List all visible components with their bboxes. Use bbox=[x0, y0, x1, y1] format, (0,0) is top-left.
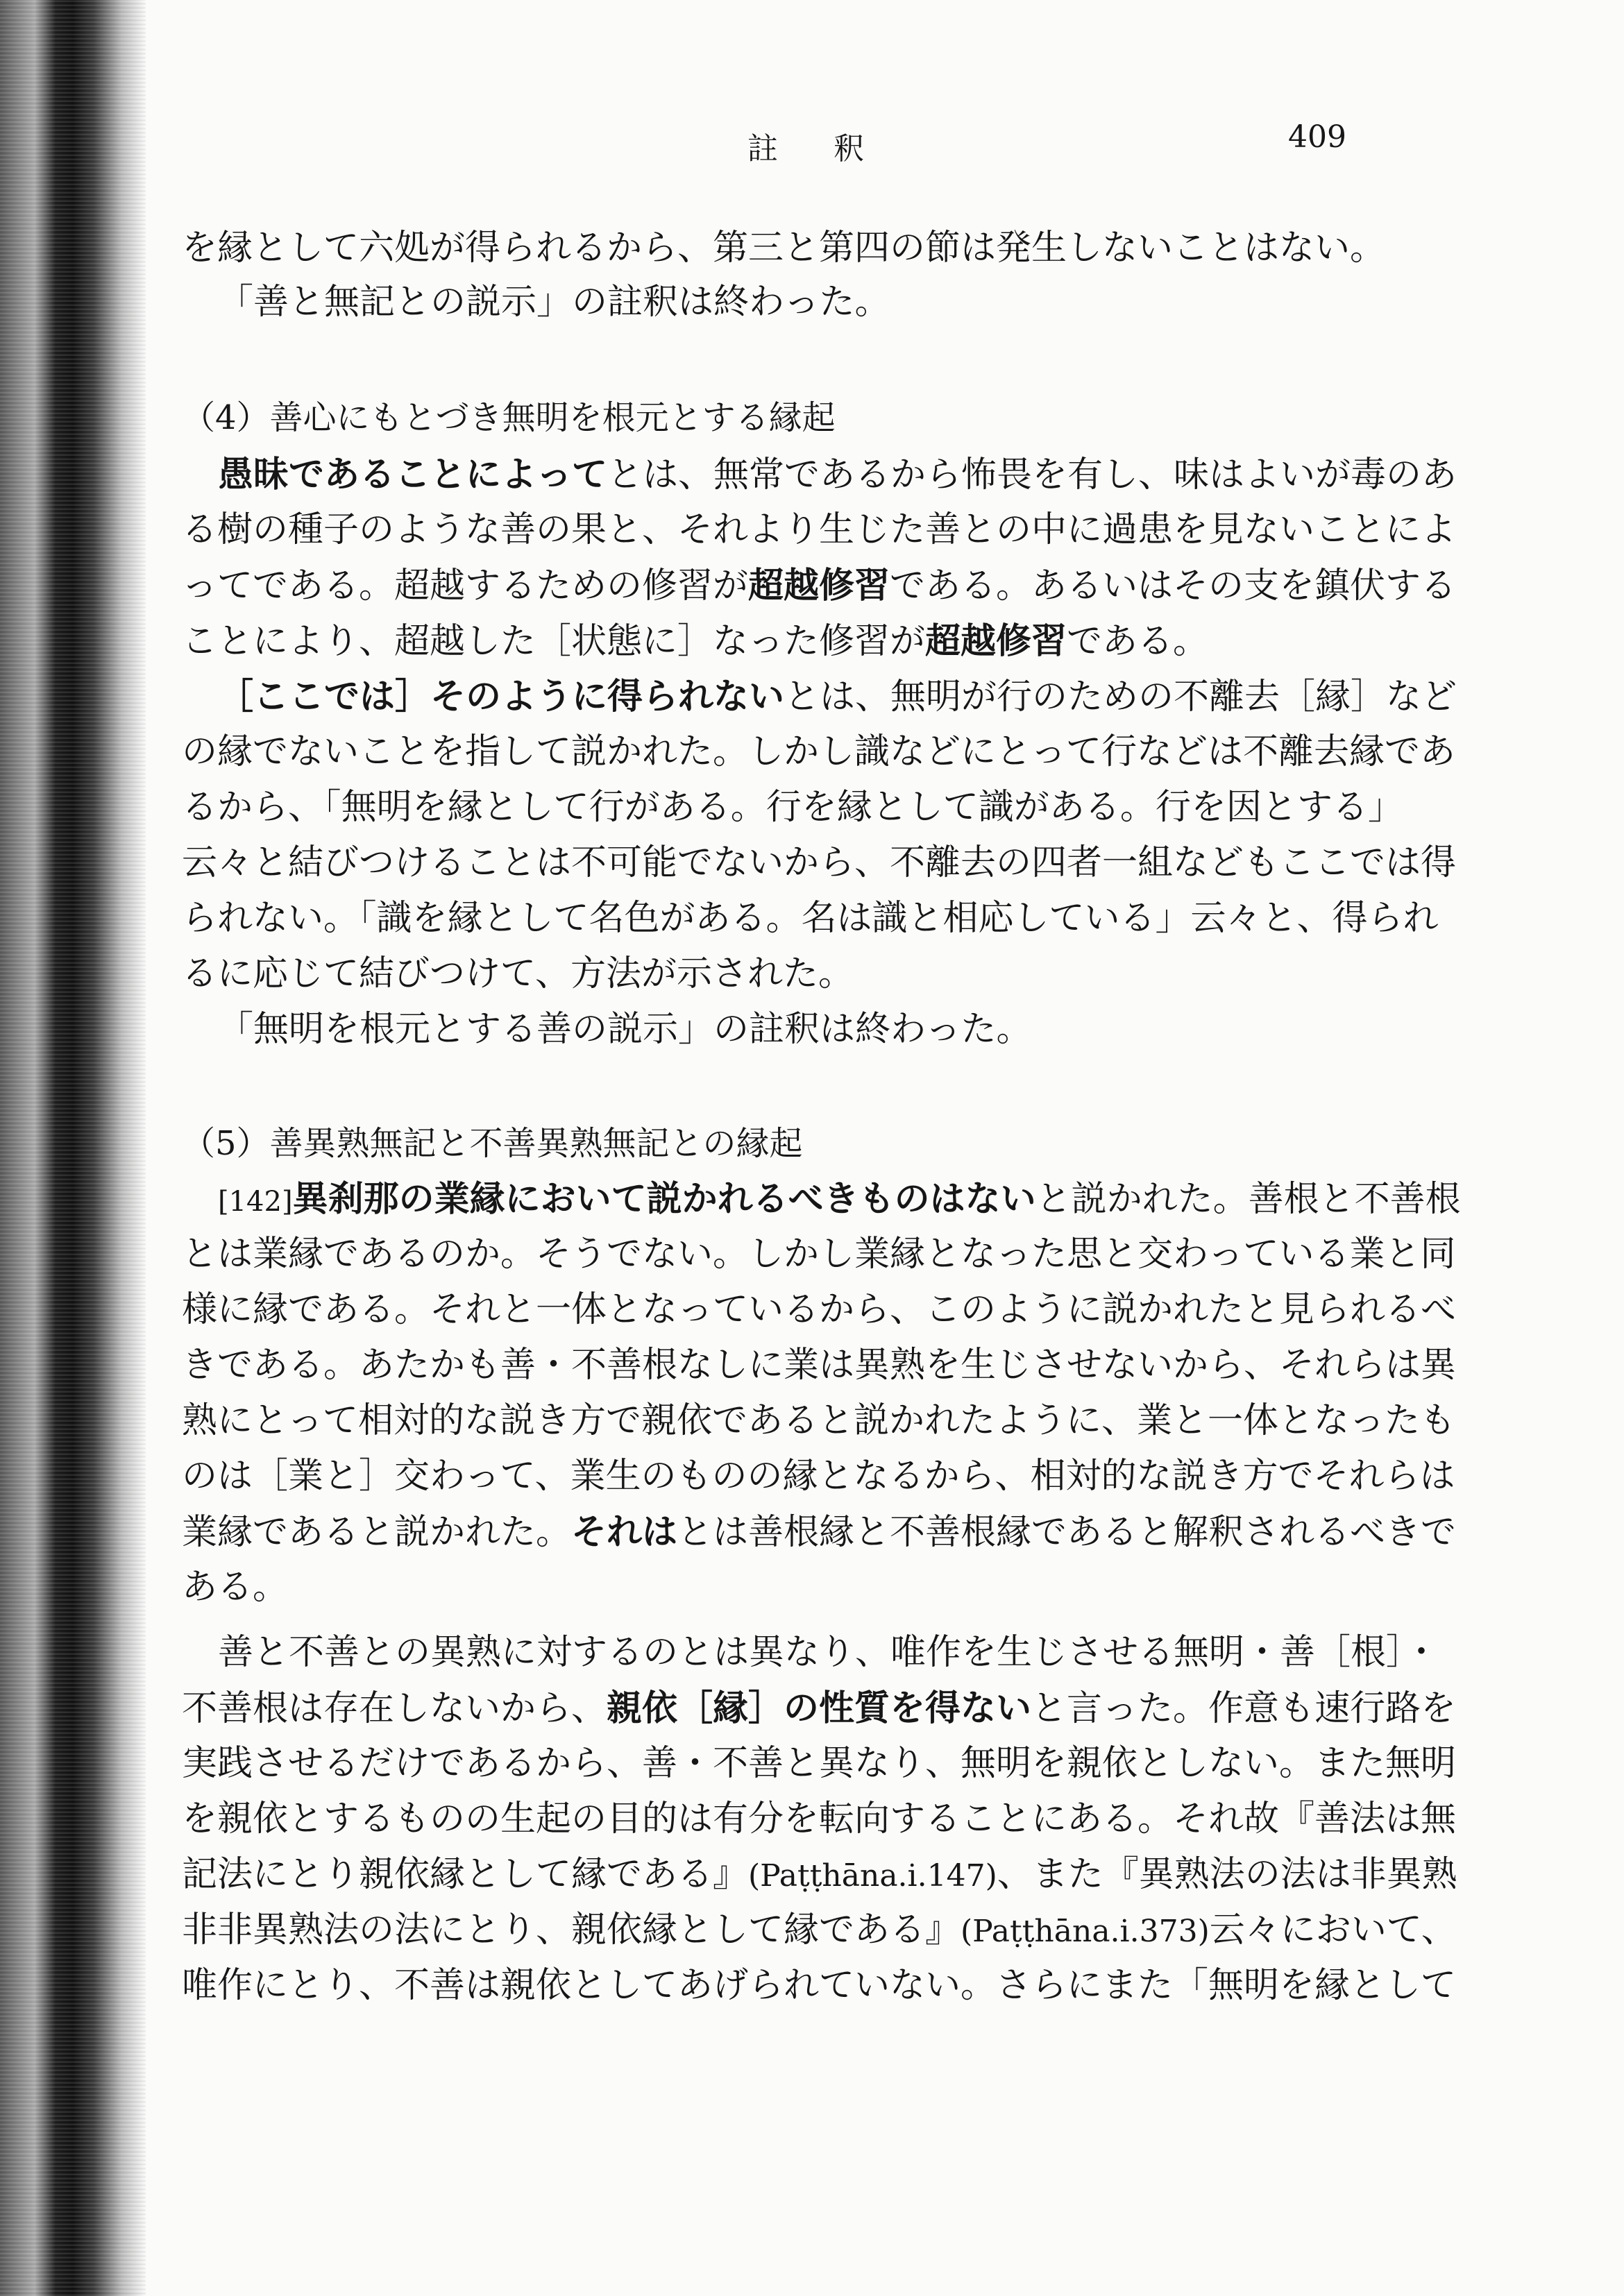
text-line bbox=[182, 1848, 1457, 1901]
page-number: 409 bbox=[1288, 119, 1346, 155]
text: である。 bbox=[1067, 621, 1209, 662]
running-title: 註 釈 bbox=[747, 131, 877, 167]
text-line bbox=[182, 1506, 1457, 1558]
text-line bbox=[182, 1737, 1457, 1790]
text-line bbox=[182, 559, 1457, 612]
text: 不善根は存在しないから、 bbox=[182, 1688, 607, 1729]
text-line bbox=[182, 1793, 1457, 1846]
text-line bbox=[218, 1626, 1439, 1679]
section-heading-5: （5）善異熟無記と不善異熟無記との縁起 bbox=[182, 1124, 803, 1163]
text: 、また『異熟法の法は非異熟 bbox=[997, 1854, 1457, 1895]
text: きである。あたかも善・不善根なしに業は異熟を生じさせないから、それらは異 bbox=[182, 1345, 1457, 1386]
page-reference: [142] bbox=[218, 1186, 293, 1218]
text: 善と不善との異熟に対するのとは異なり、唯作を生じさせる無明・善［根］・ bbox=[218, 1632, 1439, 1673]
text: 云々において、 bbox=[1209, 1910, 1457, 1950]
text: である。あるいはその支を鎮伏する bbox=[890, 566, 1457, 606]
text: ってである。超越するための修習が bbox=[182, 566, 749, 606]
section-heading-4: （4）善心にもとづき無明を根元とする縁起 bbox=[182, 398, 836, 437]
text: るに応じて結びつけて、方法が示された。 bbox=[182, 953, 854, 994]
bold-term: 超越修習 bbox=[748, 565, 890, 606]
text-line bbox=[218, 1173, 1461, 1225]
text: られない。「識を縁として名色がある。名は識と相応している」云々と、得られ bbox=[182, 898, 1439, 939]
text-line bbox=[182, 504, 1457, 556]
text: と言った。作意も速行路を bbox=[1031, 1688, 1457, 1729]
text-line bbox=[218, 670, 1457, 723]
text-line bbox=[182, 1450, 1455, 1503]
text-line bbox=[182, 1284, 1457, 1336]
text-line bbox=[218, 276, 1403, 329]
text: 実践させるだけであるから、善・不善と異なり、無明を親依としない。また無明 bbox=[182, 1743, 1457, 1784]
text: 「無明を根元とする善の説示」の註釈は終わった。 bbox=[218, 1009, 1032, 1050]
bold-term: それは bbox=[571, 1511, 678, 1553]
bold-term: 異刹那の業縁において説かれるべきものはない bbox=[292, 1178, 1036, 1220]
text-line bbox=[218, 448, 1457, 501]
bold-term: 親依［縁］の性質を得ない bbox=[607, 1687, 1032, 1729]
text-line bbox=[182, 892, 1439, 945]
text: るから、「無明を縁として行がある。行を縁として識がある。行を因とする」 bbox=[182, 787, 1403, 828]
text: 様に縁である。それと一体となっているから、このように説かれたと見られるべ bbox=[182, 1289, 1457, 1330]
bold-term: 超越修習 bbox=[925, 620, 1067, 662]
text-line bbox=[182, 615, 1403, 667]
text-line bbox=[218, 1003, 1403, 1056]
text: の縁でないことを指して説かれた。しかし識などにとって行などは不離去縁であ bbox=[182, 731, 1455, 772]
text: 云々と結びつけることは不可能でないから、不離去の四者一組などもここでは得 bbox=[182, 842, 1457, 883]
text: を縁として六処が得られるから、第三と第四の節は発生しないことはない。 bbox=[182, 228, 1386, 269]
text: とは善根縁と不善根縁であると解釈されるべきで bbox=[677, 1512, 1457, 1553]
text-line bbox=[182, 1228, 1456, 1281]
text: 記法にとり親依縁として縁である』 bbox=[182, 1854, 749, 1895]
text-line bbox=[182, 1959, 1457, 2012]
text-line bbox=[182, 1395, 1455, 1447]
text-line bbox=[182, 726, 1455, 779]
text: る樹の種子のような善の果と、それより生じた善との中に過患を見ないことによ bbox=[182, 509, 1457, 550]
citation: (Paṭṭhāna.i.147) bbox=[748, 1858, 997, 1894]
text: とは、無明が行のための不離去［縁］など bbox=[784, 677, 1457, 717]
text-line bbox=[182, 837, 1457, 890]
text: ある。 bbox=[182, 1567, 289, 1608]
text: とは業縁であるのか。そうでない。しかし業縁となった思と交わっている業と同 bbox=[182, 1234, 1456, 1275]
text: と説かれた。善根と不善根 bbox=[1035, 1179, 1461, 1220]
text: 唯作にとり、不善は親依としてあげられていない。さらにまた「無明を縁として bbox=[182, 1965, 1457, 2006]
citation: (Paṭṭhāna.i.373) bbox=[961, 1914, 1210, 1949]
text-line bbox=[182, 948, 1403, 1001]
text: 非非異熟法の法にとり、親依縁として縁である』 bbox=[182, 1910, 961, 1950]
text: 熟にとって相対的な説き方で親依であると説かれたように、業と一体となったも bbox=[182, 1400, 1455, 1441]
bold-term: 愚昧であることによって bbox=[218, 454, 608, 495]
text-line bbox=[182, 1904, 1457, 1957]
text: ことにより、超越した［状態に］なった修習が bbox=[182, 621, 926, 662]
scan-noise bbox=[0, 0, 146, 2296]
text-line bbox=[182, 1682, 1457, 1735]
text-line bbox=[182, 222, 1403, 275]
text-line bbox=[182, 1561, 1403, 1614]
text-line bbox=[182, 1339, 1457, 1392]
text: 「善と無記との説示」の註釈は終わった。 bbox=[218, 282, 890, 323]
text: 業縁であると説かれた。 bbox=[182, 1512, 572, 1553]
bold-term: ［ここでは］そのように得られない bbox=[218, 676, 785, 717]
text: のは［業と］交わって、業生のものの縁となるから、相対的な説き方でそれらは bbox=[182, 1456, 1455, 1497]
text: を親依とするものの生起の目的は有分を転向することにある。それ故『善法は無 bbox=[182, 1798, 1457, 1839]
text: とは、無常であるから怖畏を有し、味はよいが毒のあ bbox=[607, 454, 1457, 495]
text-line bbox=[182, 781, 1403, 834]
